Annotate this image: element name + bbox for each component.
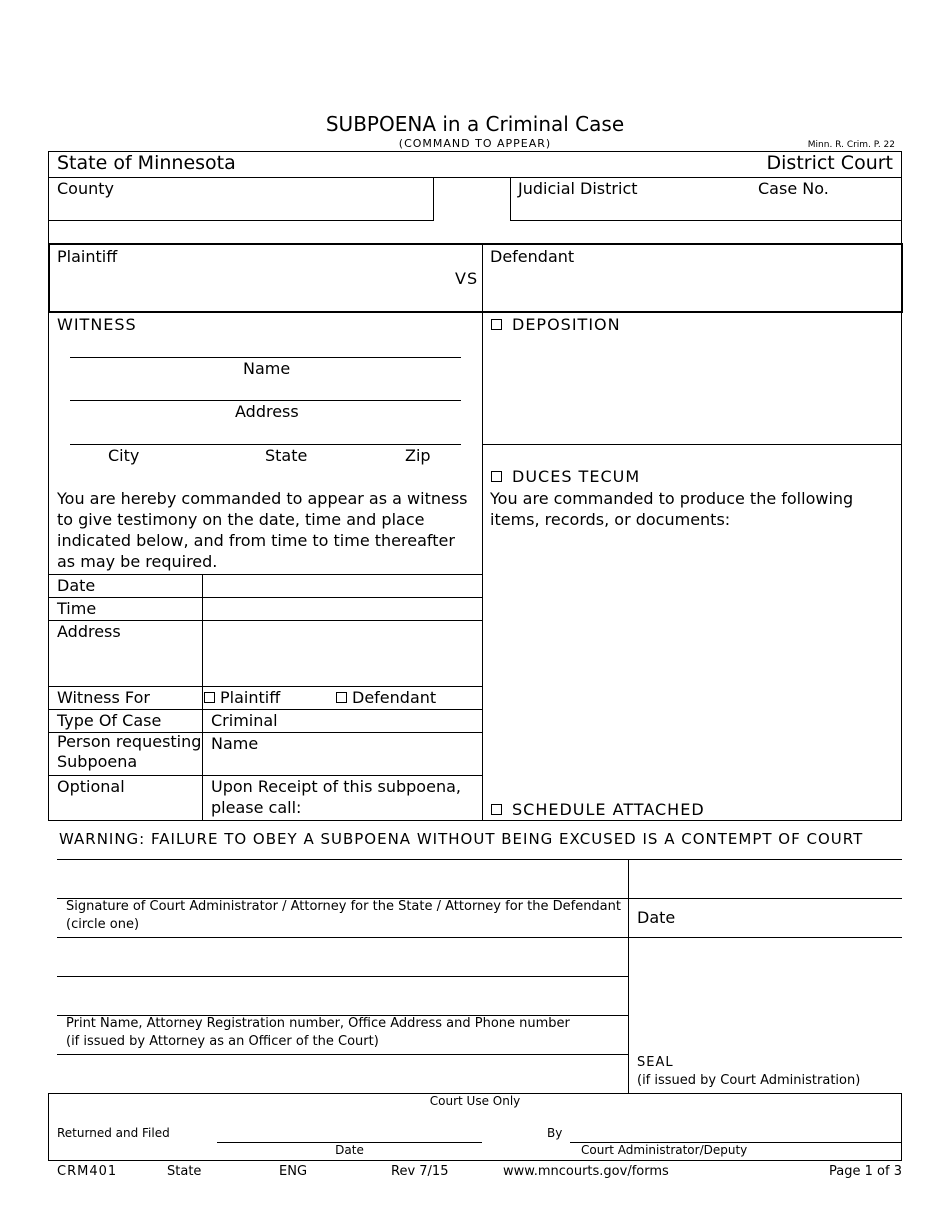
print-name-field-2[interactable]: [57, 977, 628, 1015]
optional-text: Upon Receipt of this subpoena, please call:: [211, 777, 461, 817]
witness-address-line[interactable]: [70, 400, 461, 401]
returned-filed-label: Returned and Filed: [57, 1126, 170, 1140]
checkbox-icon[interactable]: [491, 319, 502, 330]
vs-label: VS: [455, 269, 479, 288]
date-label: Date: [57, 576, 96, 595]
witness-for-plaintiff-option[interactable]: Plaintiff: [204, 688, 280, 707]
state-field-label: State: [265, 446, 308, 465]
checkbox-icon[interactable]: [491, 471, 502, 482]
duces-tecum-option[interactable]: DUCES TECUM: [491, 467, 640, 486]
footer-form-code: CRM401: [57, 1164, 118, 1179]
witness-for-label: Witness For: [57, 688, 150, 707]
footer-jurisdiction: State: [167, 1164, 202, 1179]
by-label: By: [547, 1126, 563, 1140]
witness-heading: WITNESS: [57, 315, 137, 334]
checkbox-icon[interactable]: [204, 692, 215, 703]
print-name-field[interactable]: [57, 938, 628, 976]
command-text: You are hereby commanded to appear as a witness to give testimony on the date, time and place indicated below, and from time to time thereafter as may be required.: [57, 489, 468, 571]
optional-label: Optional: [57, 777, 125, 796]
witness-address-label: Address: [235, 402, 299, 421]
court-label: District Court: [766, 152, 893, 174]
time-field[interactable]: [203, 598, 482, 619]
witness-for-defendant-option[interactable]: Defendant: [336, 688, 436, 707]
type-of-case-value: Criminal: [211, 711, 278, 730]
witness-name-label: Name: [243, 359, 291, 378]
footer-language: ENG: [279, 1164, 308, 1179]
state-label: State of Minnesota: [57, 152, 236, 174]
plaintiff-label: Plaintiff: [57, 247, 118, 266]
signature-label: Signature of Court Administrator / Attorney for the State / Attorney for the Defendant (circle one): [66, 899, 621, 932]
defendant-label: Defendant: [490, 247, 575, 266]
footer-revision: Rev 7/15: [391, 1164, 449, 1179]
court-use-heading: Court Use Only: [429, 1094, 521, 1108]
zip-label: Zip: [405, 446, 431, 465]
checkbox-icon[interactable]: [491, 804, 502, 815]
schedule-attached-option[interactable]: SCHEDULE ATTACHED: [491, 800, 705, 819]
judicial-district-label: Judicial District: [518, 179, 638, 198]
address-field[interactable]: [203, 621, 482, 685]
time-label: Time: [57, 599, 97, 618]
requester-name-label: Name: [211, 734, 259, 753]
seal-note: (if issued by Court Administration): [637, 1073, 861, 1088]
witness-city-state-zip-line[interactable]: [70, 444, 461, 445]
print-name-label-line1: Print Name, Attorney Registration number, Office Address and Phone number: [66, 1016, 570, 1031]
duces-tecum-text: You are commanded to produce the following items, records, or documents:: [490, 489, 854, 529]
city-label: City: [108, 446, 140, 465]
signature-date-label: Date: [637, 908, 676, 927]
signature-date-field[interactable]: [629, 860, 902, 897]
form-subtitle: (COMMAND TO APPEAR): [398, 137, 552, 150]
returned-date-label: Date: [335, 1143, 364, 1157]
seal-label: SEAL: [637, 1055, 674, 1070]
witness-name-line[interactable]: [70, 357, 461, 358]
checkbox-icon[interactable]: [336, 692, 347, 703]
footer-page-number: Page 1 of 3: [829, 1164, 902, 1179]
print-name-label-line2: (if issued by Attorney as an Officer of the Court): [66, 1034, 379, 1049]
case-no-label: Case No.: [758, 179, 829, 198]
footer-website-link[interactable]: www.mncourts.gov/forms: [503, 1164, 669, 1179]
court-admin-label: Court Administrator/Deputy: [581, 1143, 748, 1157]
contempt-warning: WARNING: FAILURE TO OBEY A SUBPOENA WITHOUT BEING EXCUSED IS A CONTEMPT OF COURT: [59, 830, 864, 848]
type-of-case-label: Type Of Case: [57, 711, 162, 730]
person-requesting-label: Person requesting Subpoena: [57, 732, 202, 771]
county-label: County: [57, 179, 114, 198]
address-label: Address: [57, 622, 121, 641]
form-title: SUBPOENA in a Criminal Case: [325, 112, 625, 136]
rule-reference: Minn. R. Crim. P. 22: [807, 140, 895, 150]
deposition-option[interactable]: DEPOSITION: [491, 315, 621, 334]
signature-field[interactable]: [57, 860, 628, 897]
date-field[interactable]: [203, 575, 482, 596]
